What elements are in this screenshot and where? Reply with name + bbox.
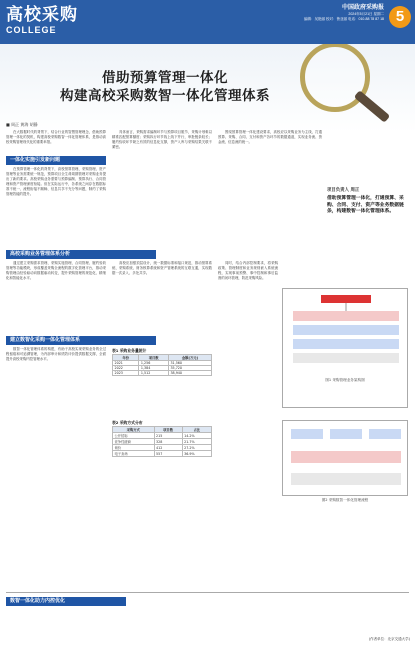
logo-subtitle: COLLEGE <box>6 25 57 35</box>
process-figure <box>282 420 408 496</box>
table-cell: 31,560 <box>168 361 211 366</box>
table-2-caption: 表2 采购方式分布 <box>112 420 143 425</box>
table-cell: 2023 <box>113 371 139 376</box>
masthead-band <box>0 0 415 44</box>
table-cell: 1,512 <box>139 371 169 376</box>
table-cell: 电子卖场 <box>113 451 155 457</box>
author-affiliation: (作者单位：北京交通大学) <box>368 637 410 641</box>
table-header-cell: 采购方式 <box>113 427 155 433</box>
magnifier-handle <box>354 90 390 123</box>
table-row <box>113 371 212 376</box>
layer-box <box>293 353 399 363</box>
process-box <box>369 429 401 439</box>
paper-name: 中国政府采购报 <box>341 4 384 11</box>
table-cell: 412 <box>154 445 182 451</box>
page-number: 5 <box>389 6 411 28</box>
table-cell: 公开招标 <box>113 433 155 439</box>
logo-title: 高校采购 <box>6 5 78 25</box>
table-header-cell: 项目数 <box>154 427 182 433</box>
table-cell: 1,256 <box>139 361 169 366</box>
table-cell: 27.2% <box>182 445 211 451</box>
figure-caption-2: 图2 采购数智一体化管理流程 <box>321 498 369 502</box>
section-heading-2: 高校采购业务管理体系分析 <box>6 250 156 259</box>
table-cell: 35,720 <box>168 366 211 371</box>
pull-quote-text: 借助预算管理一体化，打通预算、采购、合同、支付、资产等业务数据链条，构建数智一体化管理体系。 <box>327 196 404 215</box>
editor-info: 编辑：吴艳丽 校对：鲁亚丽 电话：010-88 78 87 18 <box>304 17 384 21</box>
table-header-cell: 占比 <box>182 427 211 433</box>
headline-line-1: 借助预算管理一体化 <box>102 70 228 86</box>
table-2 <box>112 426 212 457</box>
table-cell: 1,384 <box>139 366 169 371</box>
architecture-diagram <box>283 289 409 409</box>
table-header-cell: 年份 <box>113 355 139 361</box>
table-header-cell: 金额(万元) <box>168 355 211 361</box>
top-node <box>321 295 371 303</box>
table-cell: 竞争性磋商 <box>113 439 155 445</box>
divider <box>6 592 409 593</box>
process-box <box>330 429 362 439</box>
pull-quote-author: 项目负责人 周正 <box>327 188 360 193</box>
body-column-7: 数智一体化管理体系的构建，有助于高校实现采购业务的全过程留痕和可追溯管理，为内部审计和绩效评价提供数据支撑，全面提升高校采购内控管理水平。 <box>6 347 106 362</box>
byline: ■ 周正 黄海 胡静 <box>6 122 38 127</box>
body-column-5: 高校应加强顶层设计，统一数据标准和接口规范，推动预算系统、采购系统、财务核算系统和资产管理系统的互联互通，实现数据一次录入、多处共享。 <box>112 261 212 276</box>
table-cell: 2021 <box>113 361 139 366</box>
table-cell: 328 <box>154 439 182 445</box>
body-column-2: 具体而言，采购需求编制环节与预算项目脱节，采购计划难以精准匹配预算额度；采购执行环节线上线下并行，审批链条较长；履约验收环节缺乏有效的信息化支撑，资产入库与采购结果关联不紧密。 <box>112 130 212 150</box>
paper-info <box>284 4 384 22</box>
table-cell: 38,940 <box>168 371 211 376</box>
section-heading-1: 一体化实施引发新问题 <box>6 156 106 165</box>
table-cell: 557 <box>154 451 182 457</box>
table-1-caption: 表1 采购业务量统计 <box>112 348 147 353</box>
hero-banner <box>0 44 415 132</box>
section-heading-3: 建立数智化采购一体化管理体系 <box>6 336 156 345</box>
table-cell: 2022 <box>113 366 139 371</box>
process-box <box>291 429 323 439</box>
table-cell: 215 <box>154 433 182 439</box>
table-cell: 询价 <box>113 445 155 451</box>
layer-box <box>293 311 399 321</box>
headline-line-2: 构建高校采购数智一体化管理体系 <box>60 88 270 104</box>
architecture-figure <box>282 288 408 408</box>
process-diagram <box>283 421 409 497</box>
body-column-3: 围绕预算管理一体化建设要求，高校应以采购业务为主线，打通预算、采购、合同、支付和资产各环节的数据通道，实现业务流、资金流、信息流的统一。 <box>218 130 322 145</box>
table-cell: 36.9% <box>182 451 211 457</box>
layer-box <box>293 339 399 349</box>
process-box <box>291 473 401 485</box>
body-column-1: 在预算管理一体化的背景下，高校预算管理、采购管理、资产管理等业务需要统一规范，预算项目全生命周期管理对采购业务提出了新的要求。高校采购业务需要与预算编制、预算执行、合同管理和资产管理深度衔接。但在实际运行中，各系统之间存在数据标准不统一、流程衔接不顺畅、信息共享不充分等问题，制约了采购管理效能的提升。 <box>6 167 106 197</box>
layer-box <box>293 325 399 335</box>
process-box <box>291 451 401 463</box>
pull-quote <box>327 188 407 216</box>
issue-date: 2024年5月21日 星期二 <box>348 12 384 16</box>
lead-paragraph: 在大数据时代的背景下，结合行业的智慧管理理念，借助预算管理一体化的契机，构建高校采购数智一体化管理体系，是推动高校采购管理现代化的重要举措。 <box>6 130 106 145</box>
section-heading-4: 数智一体化助力内控优化 <box>6 597 126 606</box>
table-header-cell: 项目数 <box>139 355 169 361</box>
figure-caption-1: 图1 采购管理业务架构图 <box>325 378 365 382</box>
body-column-6: 同时，结合内部控制要求，将采购政策、管理制度和业务规则嵌入系统流程，实现事前预警、事中控制和事后监督的闭环管理，防范采购风险。 <box>218 261 278 281</box>
table-cell: 21.7% <box>182 439 211 445</box>
table-row <box>113 451 212 457</box>
body-column-4: 通过建立采购需求管理、采购实施管理、合同管理、履约验收管理等功能模块，形成覆盖采购全流程的数字化管理平台，推动采购管理由经验驱动向数据驱动转变，提升采购管理的规范化、精细化和智能化水平。 <box>6 261 106 281</box>
section-logo <box>6 5 78 35</box>
table-1 <box>112 354 212 376</box>
table-cell: 14.2% <box>182 433 211 439</box>
